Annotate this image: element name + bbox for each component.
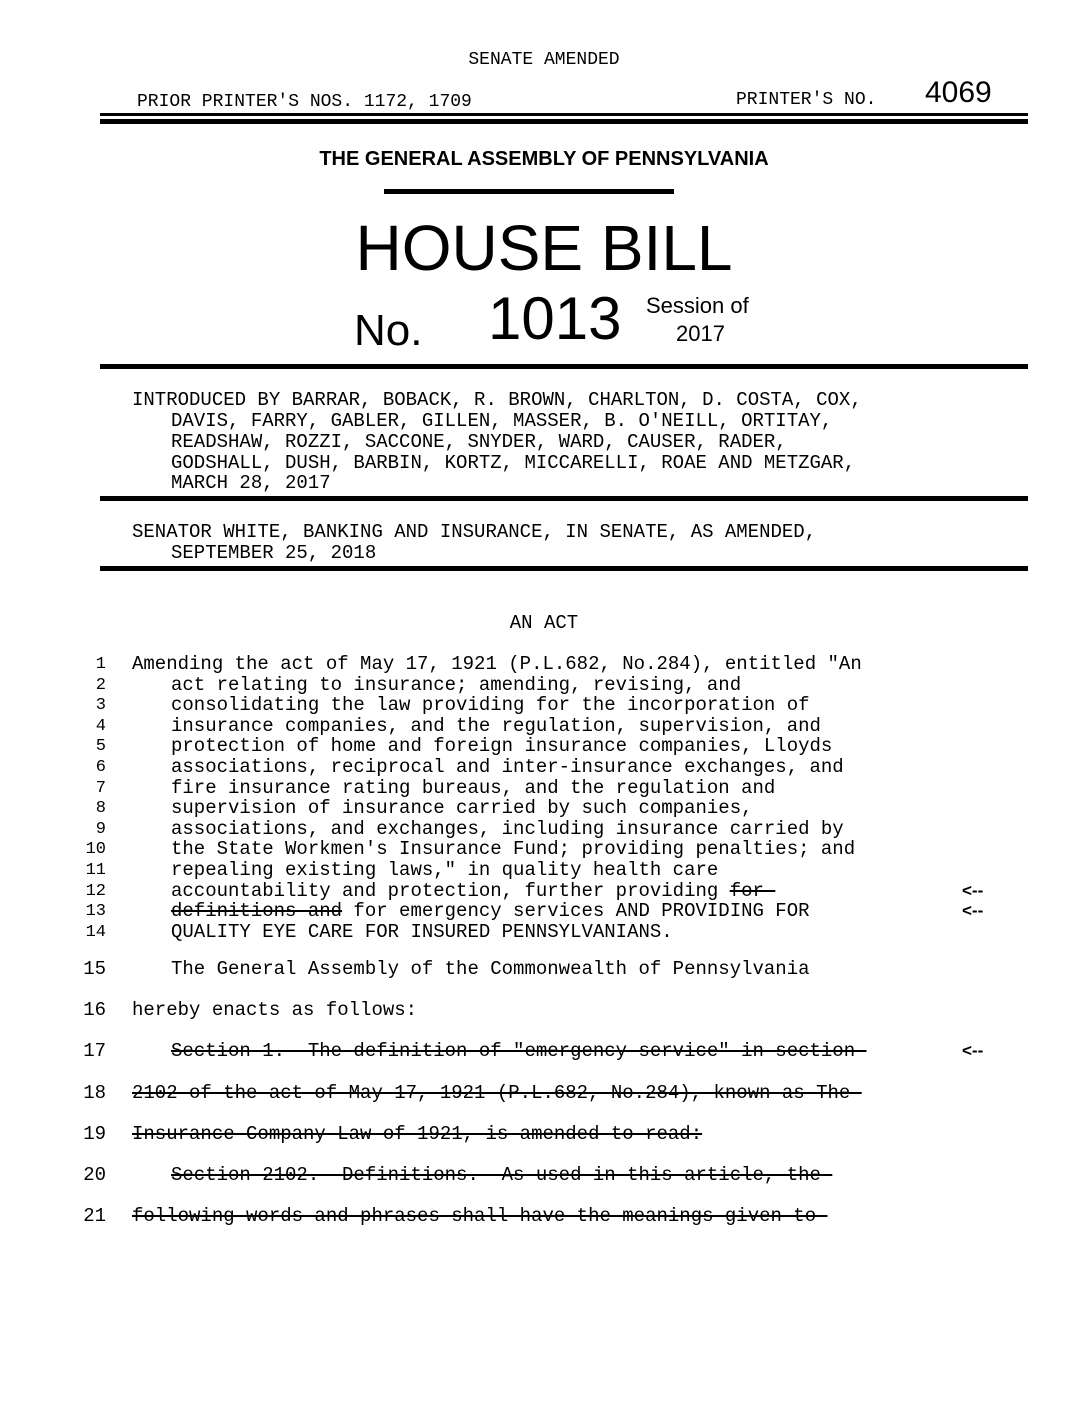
session-year: 2017 — [676, 321, 725, 346]
assembly-title: THE GENERAL ASSEMBLY OF PENNSYLVANIA — [319, 148, 769, 170]
text-segment: the State Workmen's Insurance Fund; providing penalties; and — [171, 838, 856, 861]
text-segment: hereby enacts as follows: — [132, 999, 418, 1022]
line-number: 3 — [95, 696, 106, 716]
title-line-text — [171, 838, 855, 860]
line-number: 9 — [95, 819, 106, 839]
line-number: 17 — [83, 1040, 106, 1063]
committee-line: SENATOR WHITE, BANKING AND INSURANCE, IN SENATE, AS AMENDED, — [132, 521, 817, 543]
line-number: 20 — [83, 1164, 106, 1186]
line-number: 10 — [85, 840, 106, 860]
deleted-text: for — [729, 879, 776, 902]
bill-number-label: No. — [354, 306, 423, 355]
body-line-text — [132, 1082, 862, 1104]
text-segment: supervision of insurance carried by such companies, — [171, 797, 753, 820]
amendment-marker-icon: <-- — [962, 1041, 984, 1061]
text-segment: protection of home and foreign insurance companies, Lloyds — [171, 735, 833, 758]
title-line-text — [171, 756, 844, 778]
deleted-text: following words and phrases shall have the meanings given to — [132, 1205, 828, 1228]
body-line-text — [132, 1123, 702, 1145]
text-segment: associations, reciprocal and inter-insurance exchanges, and — [171, 756, 844, 778]
line-number: 1 — [95, 655, 106, 674]
session-label: Session of — [646, 293, 749, 318]
title-line-text — [171, 921, 673, 943]
line-number: 11 — [85, 861, 106, 880]
header-rule-thick — [100, 119, 1028, 124]
text-segment: insurance companies, and the regulation, supervision, and — [171, 714, 821, 737]
deleted-text: Section 2102. Definitions. As used in this article, the — [171, 1164, 833, 1186]
line-number: 16 — [83, 999, 106, 1022]
title-underline — [384, 189, 674, 194]
line-number: 2 — [95, 675, 106, 695]
line-number: 15 — [83, 958, 106, 980]
title-line-text — [171, 715, 821, 737]
deleted-text: definitions and — [171, 900, 343, 923]
committee-line: SEPTEMBER 25, 2018 — [171, 542, 377, 564]
deleted-text: Section 1. The definition of "emergency service" in section — [171, 1040, 867, 1063]
text-segment: Amending the act of May 17, 1921 (P.L.682, No.284), entitled "An — [132, 653, 862, 675]
line-number: 8 — [95, 799, 106, 819]
body-line-text — [132, 1205, 828, 1227]
title-line-text — [171, 797, 753, 819]
text-segment: repealing existing laws," in quality health care — [171, 859, 719, 881]
title-line-text — [171, 777, 775, 799]
text-segment: act relating to insurance; amending, revising, and — [171, 673, 742, 696]
prior-printers-numbers: PRIOR PRINTER'S NOS. 1172, 1709 — [137, 92, 472, 112]
line-number: 21 — [83, 1205, 106, 1228]
title-line-text — [132, 653, 862, 675]
senate-amended-label: SENATE AMENDED — [468, 50, 620, 70]
act-heading: AN ACT — [509, 612, 579, 634]
line-number: 4 — [95, 716, 106, 736]
body-line-text — [171, 1164, 832, 1186]
text-segment: The General Assembly of the Commonwealth of Pennsylvania — [171, 958, 810, 980]
text-segment: associations, and exchanges, including insurance carried by — [171, 817, 844, 840]
line-number: 18 — [83, 1081, 106, 1104]
title-line-text — [171, 674, 741, 696]
text-segment: accountability and protection, further providing — [171, 879, 730, 902]
line-number: 5 — [95, 737, 106, 757]
amendment-marker-icon: <-- — [962, 901, 984, 921]
line-number: 14 — [85, 922, 106, 942]
line-number: 6 — [95, 758, 106, 777]
committee-rule — [100, 566, 1028, 571]
bill-number: 1013 — [488, 285, 622, 352]
title-line-text — [171, 818, 844, 840]
deleted-text: 2102 of the act of May 17, 1921 (P.L.682, No.284), known as The — [132, 1081, 862, 1104]
introduced-line: GODSHALL, DUSH, BARBIN, KORTZ, MICCARELLI, ROAE AND METZGAR, — [171, 452, 856, 474]
title-line-text — [171, 859, 718, 881]
title-line-text — [171, 900, 810, 922]
line-number: 19 — [83, 1122, 106, 1145]
line-number: 7 — [95, 778, 106, 798]
line-number: 13 — [85, 902, 106, 922]
introduced-line: READSHAW, ROZZI, SACCONE, SNYDER, WARD, CAUSER, RADER, — [171, 431, 787, 453]
introduced-line: MARCH 28, 2017 — [171, 472, 331, 494]
deleted-text: Insurance Company Law of 1921, is amended to read: — [132, 1122, 703, 1145]
title-line-text — [171, 880, 775, 902]
body-line-text — [132, 999, 417, 1021]
introduced-rule — [100, 496, 1028, 501]
text-segment: fire insurance rating bureaus, and the regulation and — [171, 776, 776, 799]
text-segment: for emergency services AND PROVIDING FOR — [342, 900, 810, 923]
bill-type: HOUSE BILL — [355, 212, 733, 284]
line-number: 12 — [85, 881, 106, 901]
title-line-text — [171, 694, 810, 716]
title-line-text — [171, 735, 832, 757]
introduced-line: DAVIS, FARRY, GABLER, GILLEN, MASSER, B. O'NEILL, ORTITAY, — [171, 410, 833, 432]
text-segment: QUALITY EYE CARE FOR INSURED PENNSYLVANIANS. — [171, 920, 673, 943]
text-segment: consolidating the law providing for the incorporation of — [171, 694, 810, 717]
introduced-line: INTRODUCED BY BARRAR, BOBACK, R. BROWN, CHARLTON, D. COSTA, COX, — [132, 389, 862, 411]
body-line-text — [171, 1040, 867, 1062]
printers-number: 4069 — [925, 76, 992, 109]
header-rule-thin — [100, 113, 1028, 116]
printers-number-label: PRINTER'S NO. — [736, 90, 877, 110]
amendment-marker-icon: <-- — [962, 880, 984, 900]
title-rule — [100, 364, 1028, 369]
body-line-text — [171, 958, 810, 980]
